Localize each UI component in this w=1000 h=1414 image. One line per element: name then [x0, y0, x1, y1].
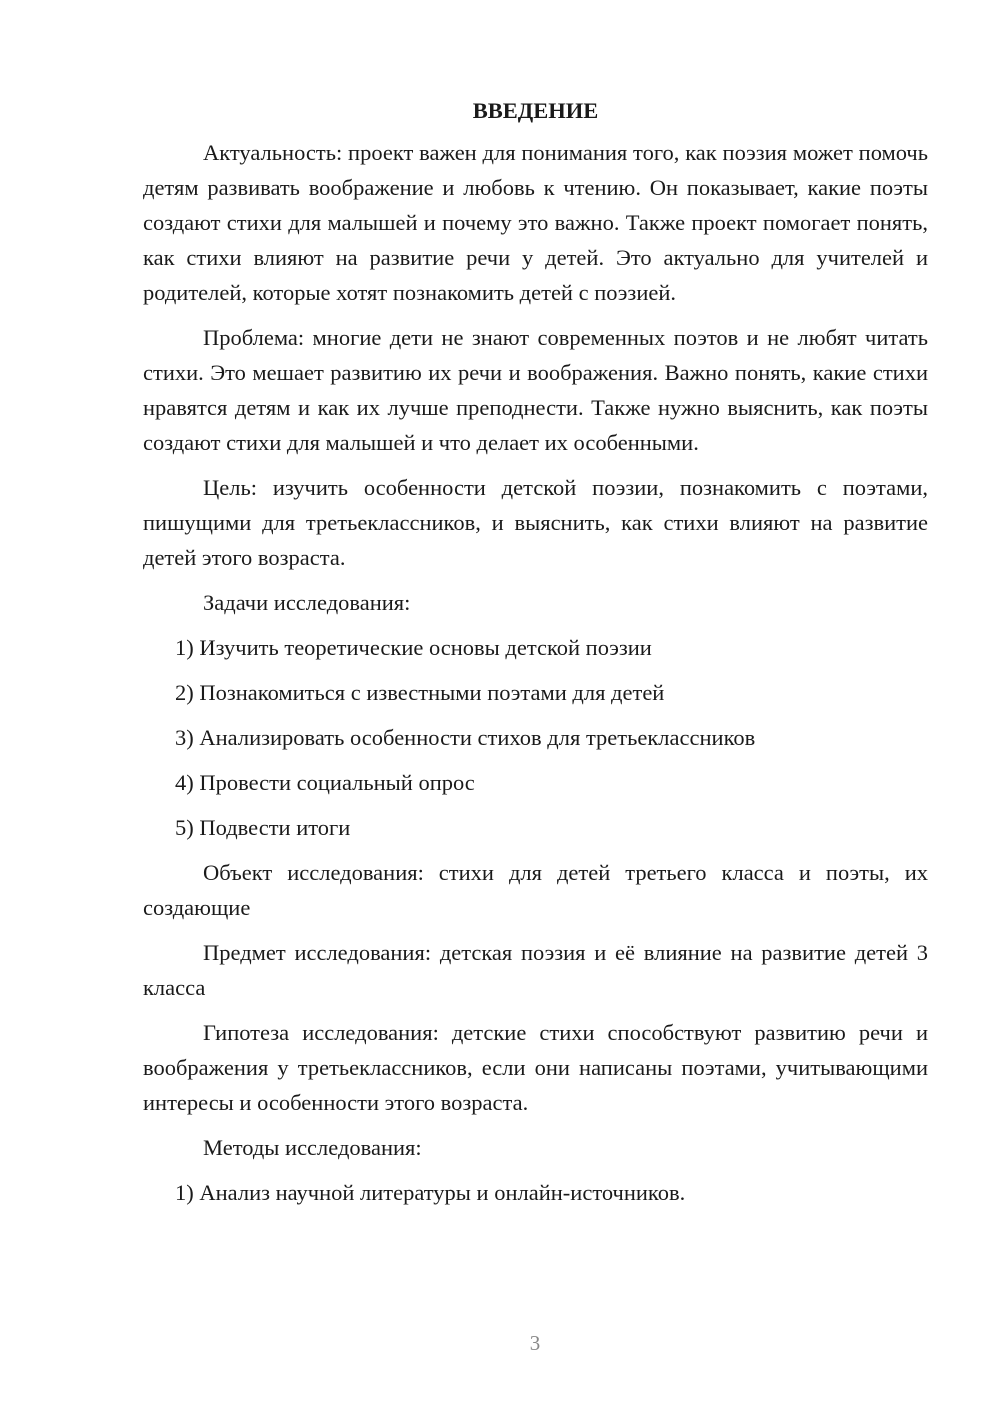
list-item: 4) Провести социальный опрос	[175, 770, 475, 795]
paragraph-relevance: Актуальность: проект важен для понимания того, как поэзия может помочь детям развивать воображение и любовь к чтению. Он показывает, какие поэты создают стихи для малышей и почему это важно. Также проект помогает понять, как стихи влияют на развитие речи у детей. Это актуально для учителей и родителей, которые хотят познакомить детей с поэзией.	[143, 140, 928, 305]
section-title: ВВЕДЕНИЕ	[472, 98, 599, 123]
paragraph-subject: Предмет исследования: детская поэзия и её влияние на развитие детей 3 класса	[143, 940, 928, 1000]
list-item: 1) Анализ научной литературы и онлайн-источников.	[175, 1180, 686, 1205]
list-item: 5) Подвести итоги	[175, 815, 351, 840]
list-item: 3) Анализировать особенности стихов для третьеклассников	[175, 725, 756, 750]
paragraph-goal: Цель: изучить особенности детской поэзии, познакомить с поэтами, пишущими для третьеклассников, и выяснить, как стихи влияют на развитие детей этого возраста.	[143, 475, 928, 570]
tasks-heading: Задачи исследования:	[203, 590, 411, 615]
list-item: 2) Познакомиться с известными поэтами для детей	[175, 680, 665, 705]
document-page	[143, 93, 928, 1220]
tasks-list	[143, 630, 928, 845]
paragraph-hypothesis: Гипотеза исследования: детские стихи способствуют развитию речи и воображения у третьеклассников, если они написаны поэтами, учитывающими интересы и особенности этого возраста.	[143, 1020, 928, 1115]
methods-heading: Методы исследования:	[203, 1135, 422, 1160]
page-number: 3	[529, 1331, 541, 1355]
methods-list	[143, 1175, 928, 1210]
paragraph-object: Объект исследования: стихи для детей третьего класса и поэты, их создающие	[143, 860, 928, 920]
list-item: 1) Изучить теоретические основы детской поэзии	[175, 635, 652, 660]
paragraph-problem: Проблема: многие дети не знают современных поэтов и не любят читать стихи. Это мешает развитию их речи и воображения. Важно понять, какие стихи нравятся детям и как их лучше преподнести. Также нужно выяснить, как поэты создают стихи для малышей и что делает их особенными.	[143, 325, 928, 455]
